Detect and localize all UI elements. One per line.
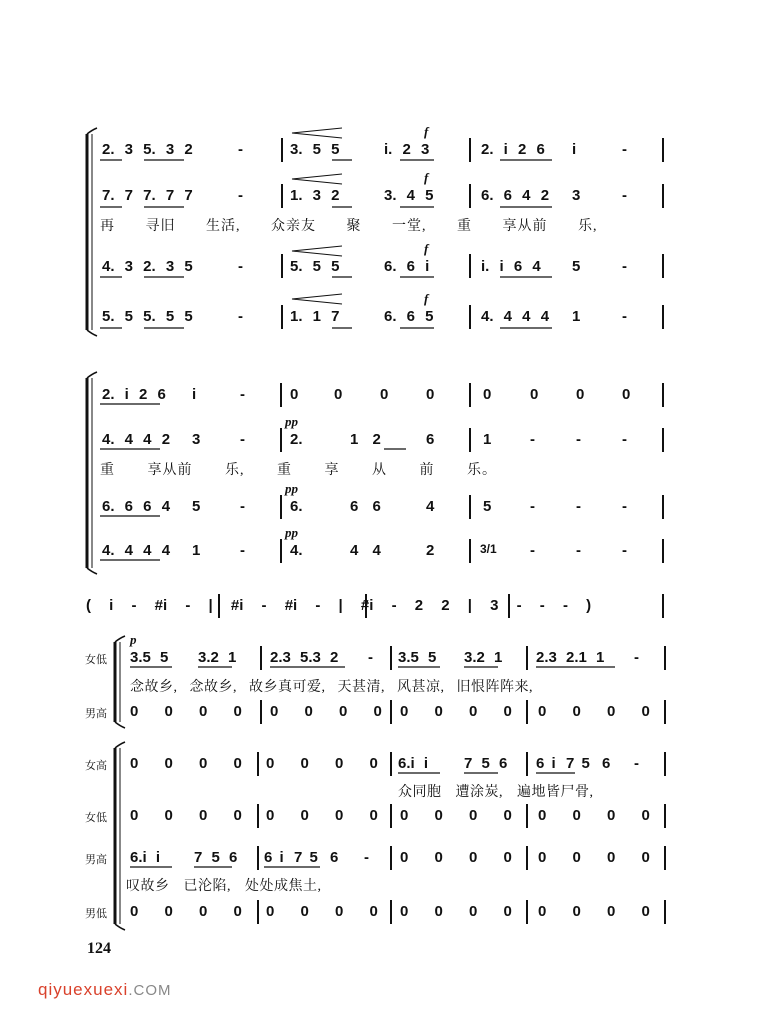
sys2-tenor-m3-3: - <box>576 498 581 515</box>
sys2-bass-m2b: 4 4 <box>350 542 381 559</box>
sys4-bass-m3: 0 0 0 0 <box>400 903 512 920</box>
sys2-bass-m3-1: 3/1 <box>480 542 497 556</box>
sys2-bass-m2a: 4. <box>290 542 303 559</box>
sys2-tenor-m1b: 5 <box>192 498 201 515</box>
sys4-bass-m4: 0 0 0 0 <box>538 903 650 920</box>
watermark-domain: .COM <box>128 982 172 999</box>
sys3-alto-m4a: 2.3 2.1 1 <box>536 649 605 666</box>
sys2-alto-m1a: 4. 4 4 2 <box>102 431 171 448</box>
sys2-alto-m2c: 6 <box>426 431 435 448</box>
sys2-soprano-m1c: - <box>240 386 245 403</box>
sys1-soprano-m2a: 3. 5 5 <box>290 141 340 158</box>
sys3-alto-m1a: 3.5 5 <box>130 649 169 666</box>
sys2-tenor-m1c: - <box>240 498 245 515</box>
sys2-tenor-m2a: 6. <box>290 498 303 515</box>
sys2-soprano-m3-4: 0 <box>622 386 631 403</box>
sys4-tenor-m2a: 6 i <box>264 849 284 866</box>
sys1-alto-m3c: - <box>622 187 627 204</box>
sys4-alto-m1: 0 0 0 0 <box>130 807 242 824</box>
sys1-bass-m1: 5. 5 5. 5 5 <box>102 308 193 325</box>
interlude-line: ( i - #i - | #i - #i - | #i - 2 2 | 3 - - - ) <box>86 597 592 614</box>
sys2-soprano-m2-4: 0 <box>426 386 435 403</box>
sys1-tenor-m1-rest: - <box>238 258 243 275</box>
page-number: 124 <box>87 940 111 957</box>
sys2-alto-m3-1: 1 <box>483 431 492 448</box>
sys3-alto-m2a: 2.3 5.3 2 <box>270 649 339 666</box>
sys4-tenor-m2c: 6 <box>330 849 339 866</box>
sys2-bass-m1b: 1 <box>192 542 201 559</box>
sys1-bass-m3b: 1 <box>572 308 581 325</box>
sys1-soprano-m1: 2. 3 5. 3 2 <box>102 141 193 158</box>
sys1-soprano-dynamic: f <box>424 124 429 139</box>
sys4-alto-m2: 0 0 0 0 <box>266 807 378 824</box>
sys4-label-alto: 女低 <box>85 812 107 824</box>
sys2-lyric: 重 享从前 乐, 重 享 从 前 乐。 <box>100 463 497 478</box>
sys1-alto-m1: 7. 7 7. 7 7 <box>102 187 193 204</box>
sys1-tenor-m3a: i. i 6 4 <box>481 258 541 275</box>
sys4-soprano-m2: 0 0 0 0 <box>266 755 378 772</box>
sys4-alto-m3: 0 0 0 0 <box>400 807 512 824</box>
sys3-tenor-m3: 0 0 0 0 <box>400 703 512 720</box>
sys1-tenor-m3b: 5 <box>572 258 581 275</box>
sys1-soprano-m2b: i. 2 3 <box>384 141 430 158</box>
sys3-dynamic: p <box>130 632 137 647</box>
sys2-tenor-m3-4: - <box>622 498 627 515</box>
sys3-alto-m1b: 3.2 1 <box>198 649 237 666</box>
sys1-alto-m1-rest: - <box>238 187 243 204</box>
sys1-alto-m3b: 3 <box>572 187 581 204</box>
sys1-tenor-m3c: - <box>622 258 627 275</box>
sys4-alto-m4: 0 0 0 0 <box>538 807 650 824</box>
sys1-tenor-m1: 4. 3 2. 3 5 <box>102 258 193 275</box>
sys1-soprano-m1-rest: - <box>238 141 243 158</box>
sys4-soprano-m4c: 6 <box>602 755 611 772</box>
sys4-tenor-m4: 0 0 0 0 <box>538 849 650 866</box>
sys2-bass-dynamic: pp <box>285 525 298 540</box>
sys1-bass-m2a: 1. 1 7 <box>290 308 340 325</box>
sys3-tenor-m1: 0 0 0 0 <box>130 703 242 720</box>
sys2-alto-m1b: 3 <box>192 431 201 448</box>
watermark <box>38 980 172 1000</box>
sys2-tenor-m2b: 6 6 <box>350 498 381 515</box>
sys1-soprano-m3b: i <box>572 141 577 158</box>
sys1-soprano-m3c: - <box>622 141 627 158</box>
sys2-soprano-m1b: i <box>192 386 197 403</box>
sys2-tenor-m3-1: 5 <box>483 498 492 515</box>
sys4-tenor-m2b: 7 5 <box>294 849 318 866</box>
sys4-soprano-m4a: 6 i <box>536 755 556 772</box>
sys1-tenor-m2b: 6. 6 i <box>384 258 430 275</box>
sys1-bass-m1-rest: - <box>238 308 243 325</box>
sys1-lyric: 再 寻旧 生活, 众亲友 聚 一堂, 重 享从前 乐, <box>100 219 598 234</box>
sys2-bass-m3-4: - <box>622 542 627 559</box>
sys1-alto-m2a: 1. 3 2 <box>290 187 340 204</box>
sys4-soprano-m1: 0 0 0 0 <box>130 755 242 772</box>
sys2-bass-m3-2: - <box>530 542 535 559</box>
sys1-alto-m2b: 3. 4 5 <box>384 187 434 204</box>
sys3-tenor-m4: 0 0 0 0 <box>538 703 650 720</box>
sys2-tenor-dynamic: pp <box>285 481 298 496</box>
sys4-label-tenor: 男高 <box>85 854 107 866</box>
sys3-label-alto: 女低 <box>85 654 107 666</box>
sys2-bass-m2c: 2 <box>426 542 435 559</box>
sys4-soprano-lyric: 众同胞 遭涂炭, 遍地皆尸骨, <box>398 785 594 800</box>
sys1-alto-dynamic: f <box>424 170 429 185</box>
sys2-soprano-m2-1: 0 <box>290 386 299 403</box>
sys2-alto-m3-3: - <box>576 431 581 448</box>
sys2-soprano-m2-2: 0 <box>334 386 343 403</box>
sys2-alto-m1c: - <box>240 431 245 448</box>
sys2-tenor-m1a: 6. 6 6 4 <box>102 498 171 515</box>
sys3-alto-m4b: - <box>634 649 639 666</box>
sys4-tenor-m2d: - <box>364 849 369 866</box>
sys4-label-soprano: 女高 <box>85 760 107 772</box>
sys1-bass-m3a: 4. 4 4 4 <box>481 308 550 325</box>
sys2-soprano-m2-3: 0 <box>380 386 389 403</box>
sys2-alto-m3-2: - <box>530 431 535 448</box>
sys1-bass-dynamic: f <box>424 291 429 306</box>
sys2-alto-m2b: 1 2 <box>350 431 381 448</box>
sys1-bass-m2b: 6. 6 5 <box>384 308 434 325</box>
sys2-alto-m3-4: - <box>622 431 627 448</box>
sys4-soprano-m4d: - <box>634 755 639 772</box>
sys2-tenor-m2c: 4 <box>426 498 435 515</box>
sys2-bass-m3-3: - <box>576 542 581 559</box>
sys2-soprano-m3-2: 0 <box>530 386 539 403</box>
sys1-soprano-m3a: 2. i 2 6 <box>481 141 545 158</box>
sys4-bass-m1: 0 0 0 0 <box>130 903 242 920</box>
sys2-bass-m1c: - <box>240 542 245 559</box>
sys2-bass-m1a: 4. 4 4 4 <box>102 542 171 559</box>
sys4-tenor-m3: 0 0 0 0 <box>400 849 512 866</box>
sys3-alto-m2b: - <box>368 649 373 666</box>
sys2-alto-m2a: 2. <box>290 431 303 448</box>
sys1-bass-m3c: - <box>622 308 627 325</box>
sys2-alto-dynamic: pp <box>285 414 298 429</box>
sys2-soprano-m3-1: 0 <box>483 386 492 403</box>
sys4-soprano-m4b: 7 5 <box>566 755 590 772</box>
sys1-tenor-m2a: 5. 5 5 <box>290 258 340 275</box>
sys2-tenor-m3-2: - <box>530 498 535 515</box>
sys2-soprano-m1a: 2. i 2 6 <box>102 386 166 403</box>
sys3-label-tenor: 男高 <box>85 708 107 720</box>
sys4-tenor-m1a: 6.i i <box>130 849 161 866</box>
sys4-soprano-m3b: 7 5 6 <box>464 755 508 772</box>
watermark-brand: qiyuexuexi <box>38 980 129 999</box>
sys4-label-bass: 男低 <box>85 908 107 920</box>
sys3-alto-m3a: 3.5 5 <box>398 649 437 666</box>
sys4-soprano-m3a: 6.i i <box>398 755 429 772</box>
sys2-soprano-m3-3: 0 <box>576 386 585 403</box>
sys3-lyric: 念故乡, 念故乡, 故乡真可爱, 天甚清, 风甚凉, 旧恨阵阵来, <box>130 680 533 695</box>
sys3-tenor-m2: 0 0 0 0 <box>270 703 382 720</box>
sys1-tenor-dynamic: f <box>424 241 429 256</box>
sys4-tenor-m1b: 7 5 6 <box>194 849 238 866</box>
sys1-alto-m3a: 6. 6 4 2 <box>481 187 550 204</box>
sys4-tenor-lyric: 叹故乡 已沦陷, 处处成焦土, <box>126 879 322 894</box>
sys4-bass-m2: 0 0 0 0 <box>266 903 378 920</box>
sys3-alto-m3b: 3.2 1 <box>464 649 503 666</box>
